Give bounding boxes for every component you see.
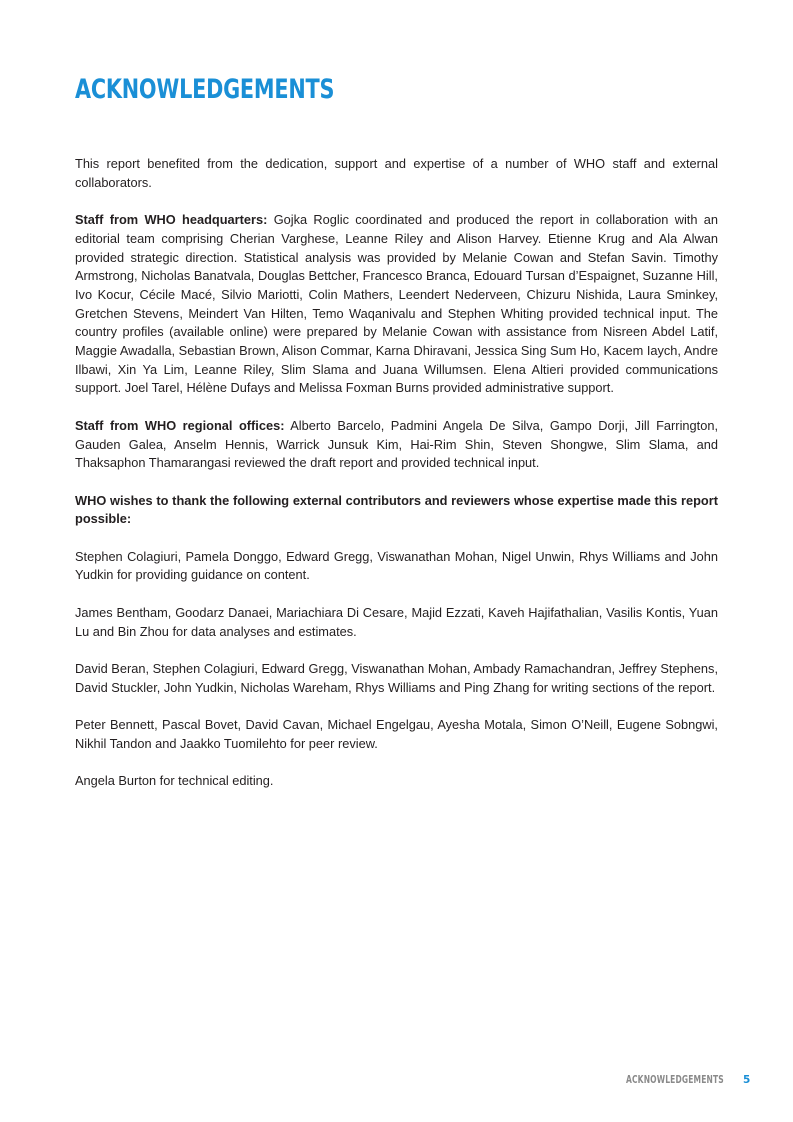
regional-staff-text: Alberto Barcelo, Padmini Angela De Silva, Gampo Dorji, Jill Farrington, Gauden Galea, Anselm Hennis, Warrick Junsuk Kim, Hai-Rim Shin, Steven Shongwe, Slim Slama, and Thaksaphon Thamarangasi reviewed the draft report and provided technical input. [75, 417, 718, 471]
page-number: 5 [743, 1074, 751, 1086]
external-thanks-heading-text: WHO wishes to thank the following external contributors and reviewers whose expertise made this report possible: [75, 492, 718, 527]
editing-paragraph: Angela Burton for technical editing. [75, 773, 274, 789]
peer-review-paragraph: Peter Bennett, Pascal Bovet, David Cavan, Michael Engelgau, Ayesha Motala, Simon O’Neill, Eugene Sobngwi, Nikhil Tandon and Jaakko Tuomilehto for peer review. [75, 716, 718, 751]
external-thanks-heading [75, 492, 718, 529]
regional-staff-paragraph [75, 417, 718, 473]
hq-staff-paragraph [75, 211, 718, 398]
hq-staff-text: Gojka Roglic coordinated and produced the report in collaboration with an editorial team comprising Cherian Varghese, Leanne Riley and Alison Harvey. Etienne Krug and Ala Alwan provided strategic direction. Statistical analysis was provided by Melanie Cowan and Stefan Savin. Timothy Armstrong, Nicholas Banatvala, Douglas Bettcher, Francesco Branca, Edouard Tursan d’Espaignet, Suzanne Hill, Ivo Kocur, Cécile Macé, Silvio Mariotti, Colin Mathers, Leendert Nederveen, Chizuru Nishida, Laura Sminkey, Gretchen Stevens, Meindert Van Hilten, Temo Waqanivalu and Stephen Whiting provided technical input. The country profiles (available online) were prepared by Melanie Cowan with assistance from Nisreen Abdel Latif, Maggie Awadalla, Sebastian Brown, Alison Commar, Karna Dhiravani, Jessica Sing Sum Ho, Kacem Iaych, Andre Ilbawi, Xin Ya Lim, Leanne Riley, Slim Slama and Juana Willumsen. Elena Altieri provided communications support. Joel Tarel, Hélène Dufays and Melissa Foxman Burns provided administrative support. [75, 212, 718, 396]
regional-staff-label: Staff from WHO regional offices: [75, 417, 285, 433]
writing-paragraph: David Beran, Stephen Colagiuri, Edward Gregg, Viswanathan Mohan, Ambady Ramachandran, Jeffrey Stephens, David Stuckler, John Yudkin, Nicholas Wareham, Rhys Williams and Ping Zhang for writing sections of the report. [75, 660, 718, 695]
guidance-paragraph: Stephen Colagiuri, Pamela Donggo, Edward Gregg, Viswanathan Mohan, Nigel Unwin, Rhys Williams and John Yudkin for providing guidance on content. [75, 548, 718, 583]
page-title: ACKNOWLEDGEMENTS [75, 74, 335, 105]
acknowledgements-body [75, 155, 718, 809]
intro-paragraph: This report benefited from the dedication, support and expertise of a number of WHO staff and external collaborators. [75, 156, 718, 190]
footer-section-label: ACKNOWLEDGEMENTS [626, 1074, 724, 1086]
hq-staff-label: Staff from WHO headquarters: [75, 212, 268, 228]
data-analyses-paragraph: James Bentham, Goodarz Danaei, Mariachiara Di Cesare, Majid Ezzati, Kaveh Hajifathalian, Vasilis Kontis, Yuan Lu and Bin Zhou for data analyses and estimates. [75, 604, 718, 639]
